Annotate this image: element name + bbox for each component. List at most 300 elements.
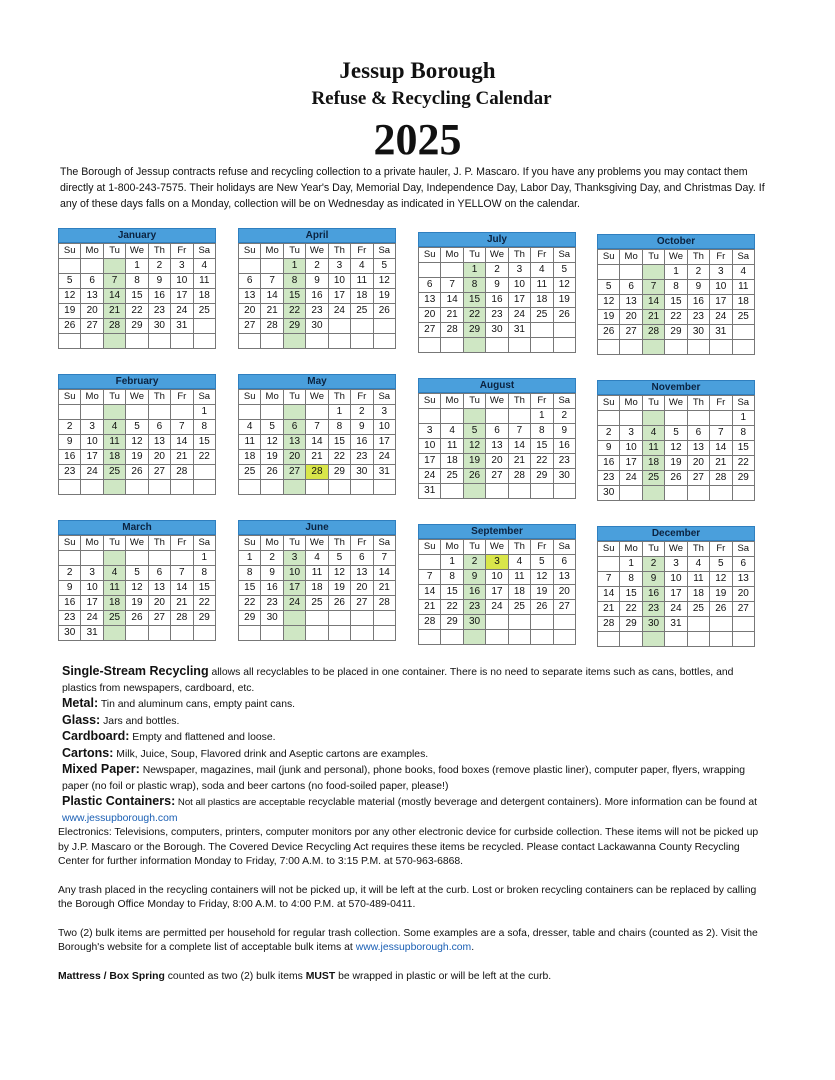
- day-cell: 29: [732, 471, 754, 486]
- empty-cell: [126, 334, 148, 349]
- day-cell: 6: [148, 566, 170, 581]
- day-cell: 5: [261, 420, 283, 435]
- day-cell: 14: [373, 566, 395, 581]
- weekday-header: Su: [239, 244, 261, 259]
- weekday-header: Th: [508, 248, 530, 263]
- day-cell: 30: [687, 325, 709, 340]
- weekday-header: Fr: [351, 244, 373, 259]
- day-cell: 16: [148, 289, 170, 304]
- day-cell: 19: [126, 450, 148, 465]
- day-cell: 19: [463, 454, 485, 469]
- weekday-header: Su: [239, 390, 261, 405]
- day-cell: 22: [193, 596, 215, 611]
- day-cell: 13: [486, 439, 508, 454]
- weekday-header: Fr: [531, 248, 553, 263]
- cardboard-label: Cardboard:: [62, 729, 130, 743]
- plastic-label: Plastic Containers:: [62, 794, 176, 808]
- day-cell: 9: [148, 274, 170, 289]
- weekday-header: We: [126, 390, 148, 405]
- weekday-header: Tu: [642, 250, 664, 265]
- empty-cell: [732, 632, 754, 647]
- weekday-header: Mo: [441, 540, 463, 555]
- day-cell: 11: [306, 566, 328, 581]
- weekday-header: Su: [419, 540, 441, 555]
- day-cell: 12: [328, 566, 350, 581]
- empty-cell: [261, 480, 283, 495]
- day-cell: 19: [531, 585, 553, 600]
- day-cell: 10: [665, 572, 687, 587]
- empty-cell: [283, 611, 305, 626]
- empty-cell: [103, 626, 125, 641]
- empty-cell: [553, 323, 575, 338]
- empty-cell: [665, 411, 687, 426]
- day-cell: 4: [103, 566, 125, 581]
- day-cell: 17: [710, 295, 732, 310]
- weekday-header: We: [665, 542, 687, 557]
- day-cell: 23: [687, 310, 709, 325]
- empty-cell: [642, 411, 664, 426]
- empty-cell: [710, 617, 732, 632]
- day-cell: 6: [351, 551, 373, 566]
- day-cell: 17: [283, 581, 305, 596]
- day-cell: 16: [598, 456, 620, 471]
- weekday-header: Th: [148, 536, 170, 551]
- day-cell: 26: [328, 596, 350, 611]
- weekday-header: Mo: [81, 244, 103, 259]
- day-cell: 7: [373, 551, 395, 566]
- empty-cell: [598, 411, 620, 426]
- day-cell: 7: [103, 274, 125, 289]
- day-cell: 18: [239, 450, 261, 465]
- day-cell: 15: [441, 585, 463, 600]
- day-cell: 21: [441, 308, 463, 323]
- day-cell: 22: [283, 304, 305, 319]
- empty-cell: [306, 626, 328, 641]
- mattress-end: be wrapped in plastic or will be left at the curb.: [335, 970, 552, 982]
- day-cell: 12: [531, 570, 553, 585]
- day-cell: 11: [103, 435, 125, 450]
- weekday-header: Tu: [463, 394, 485, 409]
- empty-cell: [126, 626, 148, 641]
- day-cell: 26: [261, 465, 283, 480]
- weekday-header: Mo: [620, 542, 642, 557]
- empty-cell: [463, 630, 485, 645]
- month-table: [418, 247, 576, 353]
- empty-cell: [486, 409, 508, 424]
- bulk-note: [58, 927, 770, 956]
- weekday-header: Su: [239, 536, 261, 551]
- day-cell: 24: [486, 600, 508, 615]
- empty-cell: [531, 630, 553, 645]
- month-table: [418, 393, 576, 499]
- weekday-header: We: [486, 248, 508, 263]
- empty-cell: [373, 334, 395, 349]
- weekday-header: We: [665, 250, 687, 265]
- day-cell: 15: [620, 587, 642, 602]
- day-cell: 8: [126, 274, 148, 289]
- day-cell: 27: [148, 465, 170, 480]
- weekday-header: Sa: [553, 394, 575, 409]
- day-cell: 4: [732, 265, 754, 280]
- day-cell: 13: [419, 293, 441, 308]
- weekday-header: Su: [598, 250, 620, 265]
- empty-cell: [171, 551, 193, 566]
- day-cell: 29: [620, 617, 642, 632]
- day-cell: 6: [283, 420, 305, 435]
- day-cell: 18: [103, 450, 125, 465]
- day-cell: 29: [193, 611, 215, 626]
- day-cell: 23: [306, 304, 328, 319]
- day-cell: 5: [328, 551, 350, 566]
- day-cell: 2: [687, 265, 709, 280]
- day-cell: 17: [508, 293, 530, 308]
- empty-cell: [81, 480, 103, 495]
- day-cell: 5: [126, 420, 148, 435]
- empty-cell: [171, 405, 193, 420]
- day-cell: 23: [148, 304, 170, 319]
- weekday-header: Th: [328, 244, 350, 259]
- day-cell: 30: [553, 469, 575, 484]
- day-cell: 28: [261, 319, 283, 334]
- day-cell: 30: [306, 319, 328, 334]
- empty-cell: [419, 263, 441, 278]
- day-cell: 30: [59, 626, 81, 641]
- empty-cell: [81, 259, 103, 274]
- empty-cell: [306, 480, 328, 495]
- day-cell: 8: [620, 572, 642, 587]
- weekday-header: Sa: [373, 244, 395, 259]
- empty-cell: [328, 611, 350, 626]
- empty-cell: [441, 484, 463, 499]
- day-cell: 8: [239, 566, 261, 581]
- day-cell: 30: [261, 611, 283, 626]
- day-cell: 1: [732, 411, 754, 426]
- empty-cell: [553, 484, 575, 499]
- day-cell: 15: [283, 289, 305, 304]
- day-cell: 30: [598, 486, 620, 501]
- empty-cell: [620, 632, 642, 647]
- day-cell: 26: [710, 602, 732, 617]
- empty-cell: [373, 626, 395, 641]
- weekday-header: Su: [598, 396, 620, 411]
- day-cell: 27: [687, 471, 709, 486]
- day-cell: 2: [463, 555, 485, 570]
- empty-cell: [148, 334, 170, 349]
- month-name: February: [58, 374, 216, 389]
- day-cell: 28: [306, 465, 328, 480]
- day-cell: 17: [419, 454, 441, 469]
- day-cell: 2: [553, 409, 575, 424]
- day-cell: 18: [642, 456, 664, 471]
- day-cell: 18: [103, 596, 125, 611]
- day-cell: 11: [508, 570, 530, 585]
- empty-cell: [328, 480, 350, 495]
- day-cell: 22: [732, 456, 754, 471]
- day-cell: 3: [620, 426, 642, 441]
- day-cell: 24: [171, 304, 193, 319]
- day-cell: 19: [59, 304, 81, 319]
- weekday-header: Sa: [193, 390, 215, 405]
- day-cell: 17: [328, 289, 350, 304]
- day-cell: 4: [306, 551, 328, 566]
- day-cell: 19: [710, 587, 732, 602]
- day-cell: 11: [239, 435, 261, 450]
- weekday-header: Tu: [103, 536, 125, 551]
- day-cell: 9: [59, 581, 81, 596]
- day-cell: 12: [665, 441, 687, 456]
- day-cell: 20: [620, 310, 642, 325]
- day-cell: 25: [687, 602, 709, 617]
- empty-cell: [441, 630, 463, 645]
- glass-entry: [62, 713, 762, 730]
- day-cell: 6: [419, 278, 441, 293]
- day-cell: 29: [441, 615, 463, 630]
- month-calendar-october: [597, 234, 755, 355]
- plastic-small-text: Not all plastics are acceptable: [175, 797, 306, 808]
- day-cell: 4: [193, 259, 215, 274]
- day-cell: 27: [553, 600, 575, 615]
- day-cell: 20: [148, 450, 170, 465]
- month-table: [238, 535, 396, 641]
- day-cell: 22: [620, 602, 642, 617]
- empty-cell: [553, 615, 575, 630]
- day-cell: 28: [598, 617, 620, 632]
- bulk-website-link[interactable]: www.jessupborough.com: [355, 942, 472, 953]
- weekday-header: Fr: [710, 250, 732, 265]
- month-calendar-march: [58, 520, 216, 641]
- day-cell: 19: [261, 450, 283, 465]
- empty-cell: [239, 405, 261, 420]
- day-cell: 16: [486, 293, 508, 308]
- weekday-header: Fr: [531, 394, 553, 409]
- month-name: September: [418, 524, 576, 539]
- day-cell: 11: [732, 280, 754, 295]
- month-calendar-june: [238, 520, 396, 641]
- day-cell: 13: [732, 572, 754, 587]
- day-cell: 21: [261, 304, 283, 319]
- empty-cell: [710, 486, 732, 501]
- day-cell: 24: [81, 611, 103, 626]
- day-cell: 7: [441, 278, 463, 293]
- weekday-header: Mo: [261, 390, 283, 405]
- day-cell: 5: [59, 274, 81, 289]
- day-cell: 19: [328, 581, 350, 596]
- day-cell: 14: [171, 581, 193, 596]
- empty-cell: [620, 340, 642, 355]
- empty-cell: [665, 632, 687, 647]
- mixed-paper-label: Mixed Paper:: [62, 762, 140, 776]
- day-cell: 1: [193, 551, 215, 566]
- day-cell: 10: [373, 420, 395, 435]
- day-cell: 26: [598, 325, 620, 340]
- day-cell: 18: [441, 454, 463, 469]
- day-cell: 14: [441, 293, 463, 308]
- day-cell: 3: [508, 263, 530, 278]
- weekday-header: We: [126, 536, 148, 551]
- weekday-header: Su: [419, 394, 441, 409]
- empty-cell: [710, 411, 732, 426]
- day-cell: 12: [59, 289, 81, 304]
- month-calendar-december: [597, 526, 755, 647]
- day-cell: 21: [598, 602, 620, 617]
- website-link[interactable]: www.jessupborough.com: [62, 812, 178, 824]
- day-cell: 3: [81, 420, 103, 435]
- day-cell: 25: [351, 304, 373, 319]
- weekday-header: Su: [598, 542, 620, 557]
- day-cell: 13: [351, 566, 373, 581]
- mixed-paper-text: Newspaper, magazines, mail (junk and personal), phone books, food boxes (remove plastic liner), computer paper, flyers, wrapping paper (no foil or plastic wrap), soda and beer cartons (no food-soiled paper, please!): [62, 765, 746, 792]
- day-cell: 20: [351, 581, 373, 596]
- weekday-header: Sa: [553, 540, 575, 555]
- day-cell: 7: [419, 570, 441, 585]
- empty-cell: [148, 405, 170, 420]
- month-name: August: [418, 378, 576, 393]
- day-cell: 29: [665, 325, 687, 340]
- day-cell: 6: [148, 420, 170, 435]
- month-calendar-september: [418, 524, 576, 645]
- day-cell: 31: [508, 323, 530, 338]
- empty-cell: [642, 486, 664, 501]
- empty-cell: [103, 259, 125, 274]
- day-cell: 27: [486, 469, 508, 484]
- day-cell: 30: [351, 465, 373, 480]
- day-cell: 26: [463, 469, 485, 484]
- day-cell: 14: [508, 439, 530, 454]
- empty-cell: [441, 263, 463, 278]
- empty-cell: [486, 615, 508, 630]
- day-cell: 12: [126, 581, 148, 596]
- weekday-header: We: [306, 244, 328, 259]
- month-name: April: [238, 228, 396, 243]
- empty-cell: [441, 409, 463, 424]
- empty-cell: [598, 340, 620, 355]
- day-cell: 30: [642, 617, 664, 632]
- day-cell: 4: [239, 420, 261, 435]
- empty-cell: [441, 338, 463, 353]
- empty-cell: [239, 334, 261, 349]
- empty-cell: [620, 265, 642, 280]
- borough-title: Jessup Borough: [339, 58, 496, 83]
- day-cell: 18: [687, 587, 709, 602]
- month-calendar-august: [418, 378, 576, 499]
- empty-cell: [81, 405, 103, 420]
- day-cell: 15: [531, 439, 553, 454]
- weekday-header: Th: [687, 250, 709, 265]
- day-cell: 3: [328, 259, 350, 274]
- empty-cell: [419, 630, 441, 645]
- day-cell: 23: [351, 450, 373, 465]
- day-cell: 13: [239, 289, 261, 304]
- day-cell: 12: [553, 278, 575, 293]
- day-cell: 7: [306, 420, 328, 435]
- weekday-header: Sa: [732, 396, 754, 411]
- day-cell: 12: [126, 435, 148, 450]
- day-cell: 3: [171, 259, 193, 274]
- empty-cell: [126, 551, 148, 566]
- day-cell: 24: [620, 471, 642, 486]
- plastic-text: recyclable material (mostly beverage and detergent containers). More information can be found at: [305, 797, 758, 808]
- empty-cell: [239, 480, 261, 495]
- day-cell: 25: [239, 465, 261, 480]
- empty-cell: [508, 630, 530, 645]
- day-cell: 10: [328, 274, 350, 289]
- weekday-header: Su: [59, 244, 81, 259]
- day-cell: 7: [171, 566, 193, 581]
- empty-cell: [373, 319, 395, 334]
- empty-cell: [531, 338, 553, 353]
- day-cell: 15: [126, 289, 148, 304]
- weekday-header: Su: [419, 248, 441, 263]
- single-stream-text: allows all recyclables to be placed in one container. There is no need to separate items such as cans, bottles, and plastics from newspapers, cardboard, etc.: [62, 667, 734, 694]
- day-cell: 11: [531, 278, 553, 293]
- day-cell: 19: [126, 596, 148, 611]
- day-cell: 25: [103, 611, 125, 626]
- day-cell: 10: [620, 441, 642, 456]
- day-cell: 20: [239, 304, 261, 319]
- day-cell: 2: [59, 420, 81, 435]
- day-cell: 28: [171, 611, 193, 626]
- empty-cell: [732, 340, 754, 355]
- month-calendar-july: [418, 232, 576, 353]
- month-name: June: [238, 520, 396, 535]
- day-cell: 22: [126, 304, 148, 319]
- day-cell: 24: [710, 310, 732, 325]
- day-cell: 24: [665, 602, 687, 617]
- day-cell: 29: [239, 611, 261, 626]
- weekday-header: Fr: [171, 536, 193, 551]
- day-cell: 23: [642, 602, 664, 617]
- empty-cell: [642, 340, 664, 355]
- weekday-header: Su: [59, 390, 81, 405]
- empty-cell: [620, 486, 642, 501]
- day-cell: 19: [665, 456, 687, 471]
- empty-cell: [531, 484, 553, 499]
- day-cell: 7: [508, 424, 530, 439]
- day-cell: 3: [665, 557, 687, 572]
- empty-cell: [148, 626, 170, 641]
- month-table: [597, 395, 755, 501]
- empty-cell: [687, 617, 709, 632]
- cartons-entry: [62, 746, 762, 763]
- metal-label: Metal:: [62, 696, 99, 710]
- weekday-header: We: [126, 244, 148, 259]
- weekday-header: Tu: [283, 390, 305, 405]
- day-cell: 23: [59, 611, 81, 626]
- empty-cell: [463, 338, 485, 353]
- day-cell: 3: [710, 265, 732, 280]
- empty-cell: [419, 338, 441, 353]
- weekday-header: Mo: [81, 536, 103, 551]
- electronics-note: Electronics: Televisions, computers, printers, computer monitors por any other electronic device for curbside collection. These items will not be picked up by J.P. Mascaro or the Borough. The Covered Device Recycling Act requires these items be recycled. Please contact Lackawanna County Recycling Center for further information Monday to Friday, 7:00 A.M. to 3:15 P.M. at 570-963-6868.: [58, 827, 759, 867]
- empty-cell: [59, 551, 81, 566]
- day-cell: 21: [710, 456, 732, 471]
- weekday-header: Mo: [261, 244, 283, 259]
- bulk-text: Two (2) bulk items are permitted per household for regular trash collection. Some examples are a sofa, dresser, table and chairs (counted as 2). Visit the Borough's website for a complete list of acceptable bulk items at: [58, 927, 758, 953]
- empty-cell: [81, 334, 103, 349]
- day-cell: 9: [261, 566, 283, 581]
- empty-cell: [531, 615, 553, 630]
- empty-cell: [59, 334, 81, 349]
- empty-cell: [508, 615, 530, 630]
- day-cell: 8: [283, 274, 305, 289]
- day-cell: 13: [620, 295, 642, 310]
- day-cell: 24: [81, 465, 103, 480]
- day-cell: 16: [642, 587, 664, 602]
- empty-cell: [306, 405, 328, 420]
- month-table: [58, 535, 216, 641]
- weekday-header: Fr: [710, 396, 732, 411]
- day-cell: 1: [126, 259, 148, 274]
